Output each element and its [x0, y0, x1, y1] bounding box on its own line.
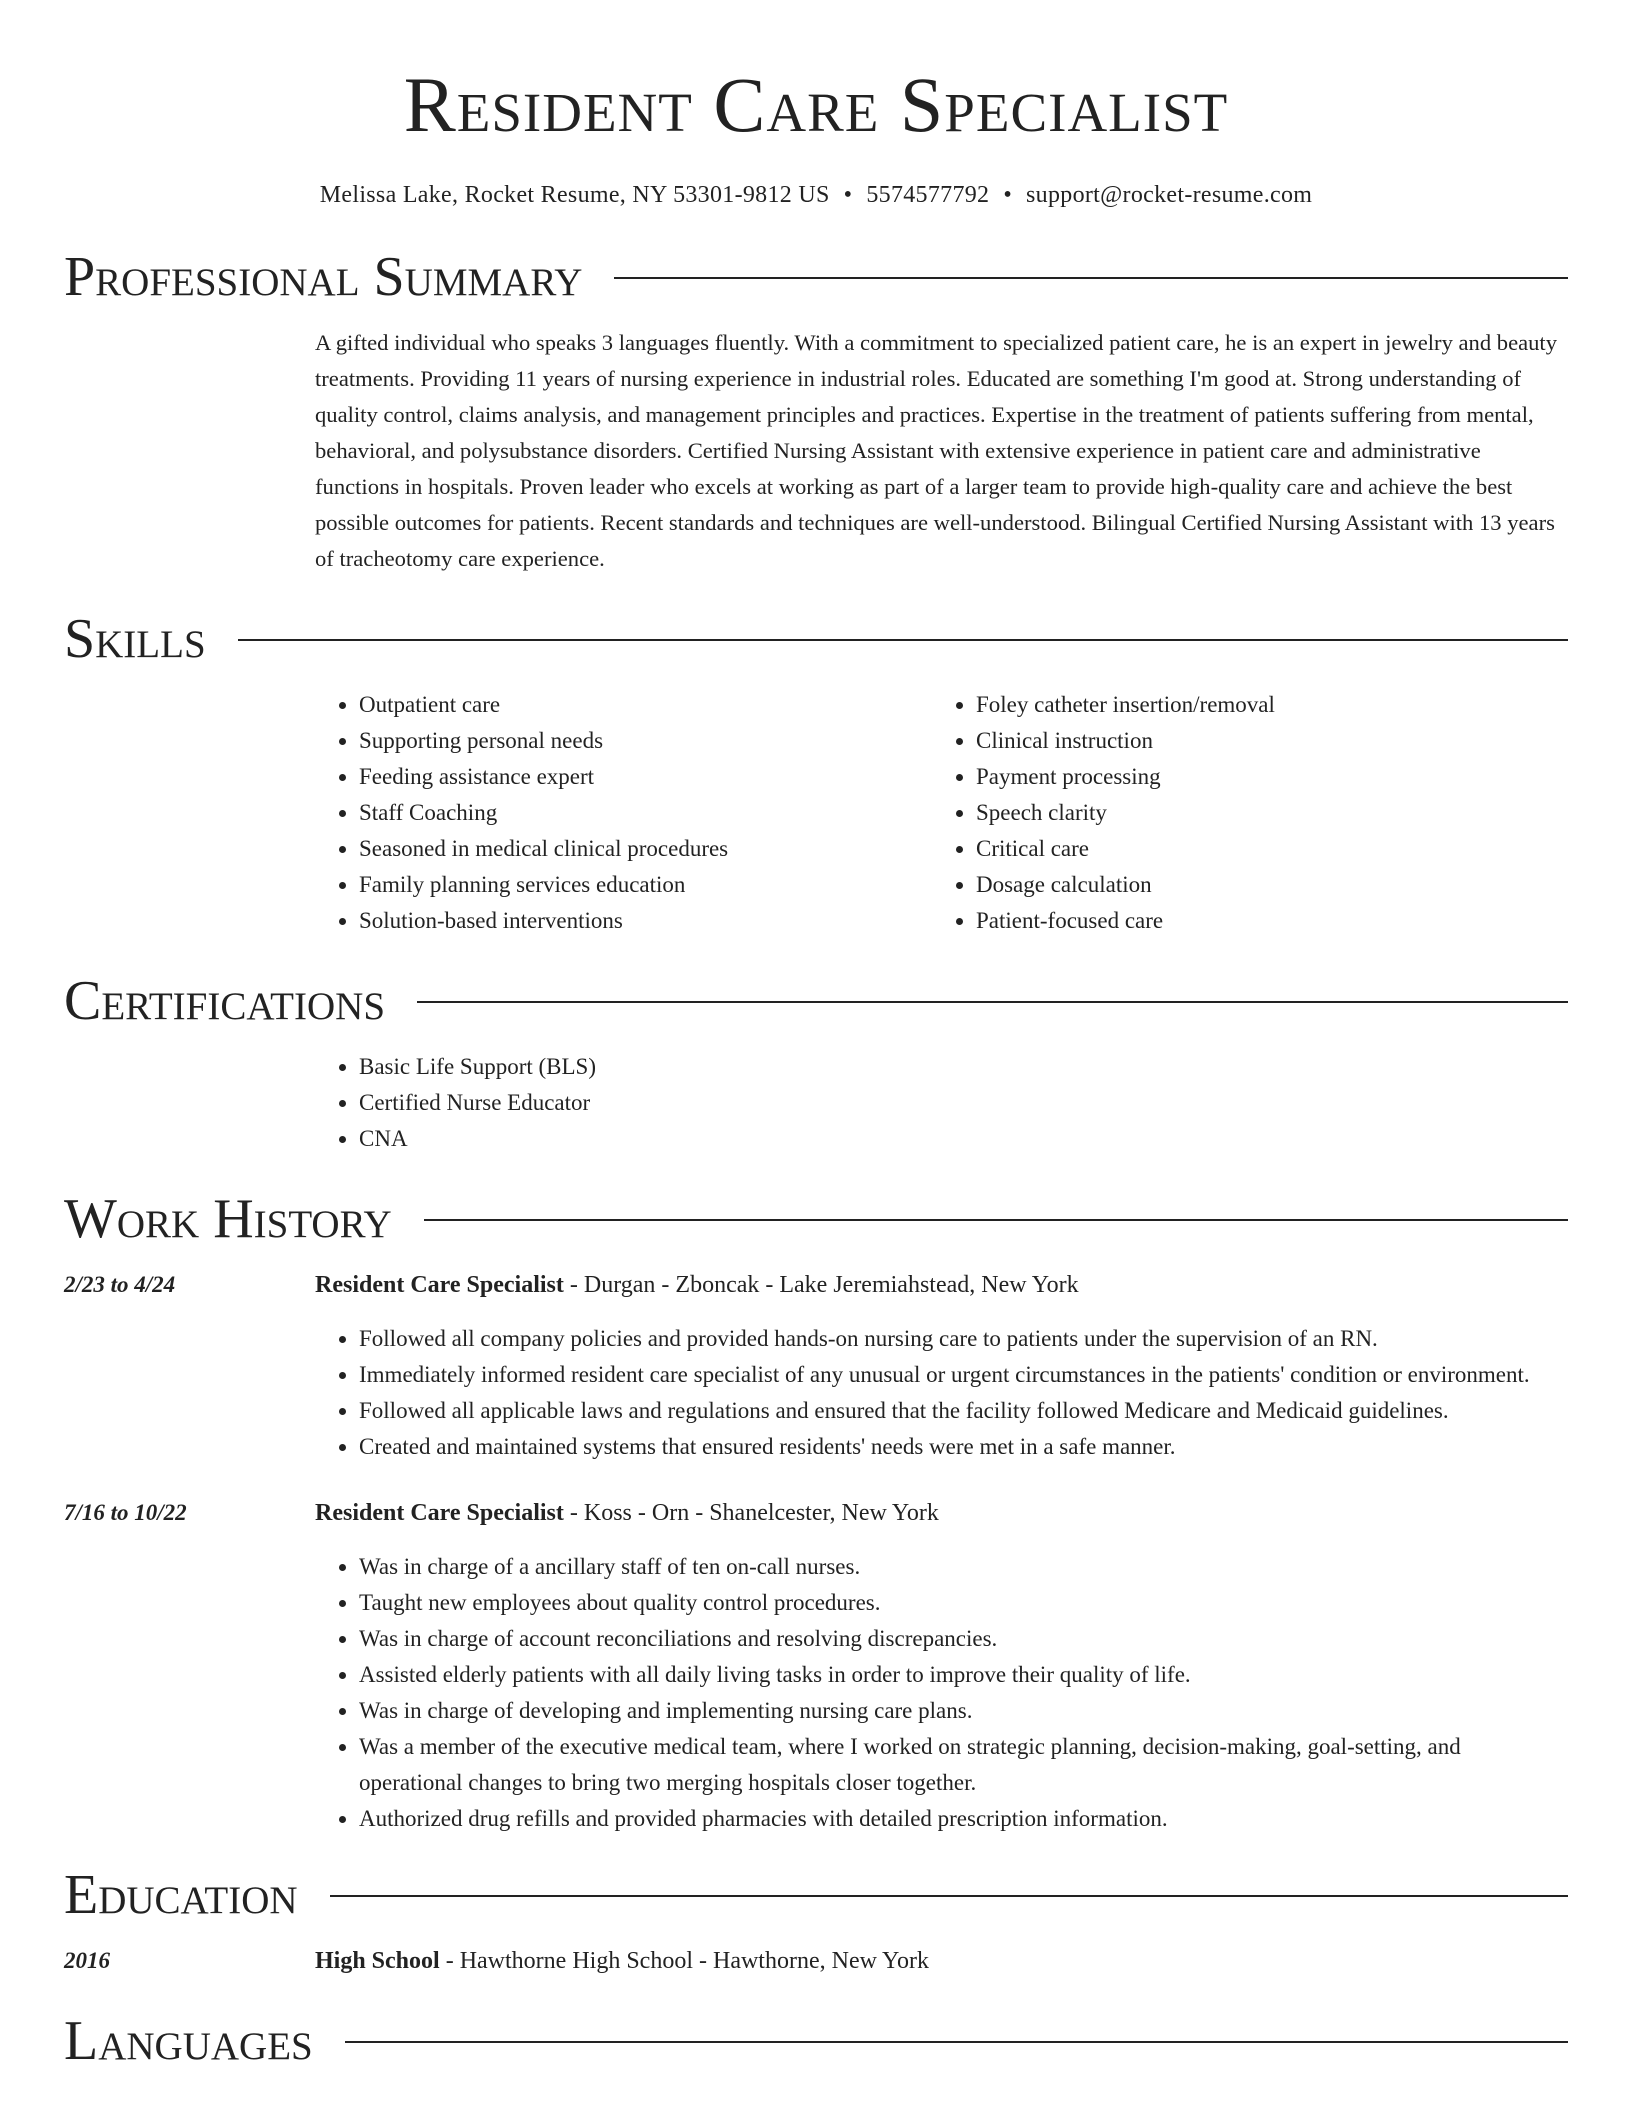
contact-email: support@rocket-resume.com	[1026, 182, 1313, 208]
job-title-line	[315, 1495, 1568, 1531]
section-divider	[345, 2041, 1568, 2043]
skill-item: • Feeding assistance expert	[359, 759, 932, 795]
languages-heading: Languages	[64, 2010, 313, 2072]
skill-item: • Clinical instruction	[976, 723, 1549, 759]
job-employer: - Durgan - Zboncak - Lake Jeremiahstead, New York	[563, 1272, 1079, 1298]
skills-list	[315, 687, 1568, 939]
summary-section-header	[64, 246, 1568, 308]
job-entry	[64, 1267, 1568, 1465]
certifications-section-header	[64, 970, 1568, 1032]
section-divider	[614, 277, 1568, 279]
education-entry	[64, 1943, 1568, 1979]
job-bullet: • Assisted elderly patients with all daily living tasks in order to improve their quality of life.	[359, 1657, 1568, 1693]
skill-item: • Speech clarity	[976, 795, 1549, 831]
education-section-header	[64, 1864, 1568, 1926]
languages-section-header	[64, 2010, 1568, 2072]
skills-column-left	[315, 687, 932, 939]
skill-item: • Seasoned in medical clinical procedures	[359, 831, 932, 867]
skill-item: • Outpatient care	[359, 687, 932, 723]
certification-item: • CNA	[359, 1121, 1568, 1157]
skill-item: • Staff Coaching	[359, 795, 932, 831]
job-employer: - Koss - Orn - Shanelcester, New York	[563, 1500, 939, 1526]
job-bullet: • Was in charge of developing and implementing nursing care plans.	[359, 1693, 1568, 1729]
education-school: - Hawthorne High School - Hawthorne, New York	[439, 1948, 929, 1974]
job-title-line	[315, 1267, 1568, 1303]
education-date: 2016	[64, 1948, 110, 1973]
contact-separator: •	[1003, 182, 1013, 208]
skill-item: • Supporting personal needs	[359, 723, 932, 759]
resume-page	[64, 0, 1568, 2072]
skill-item: • Dosage calculation	[976, 867, 1549, 903]
summary-text: A gifted individual who speaks 3 languages fluently. With a commitment to specialized patient care, he is an expert in jewelry and beauty treatments. Providing 11 years of nursing experience in industrial roles. Educated are something I'm good at. Strong understanding of quality control, claims analysis, and management principles and practices. Expertise in the treatment of patients suffering from mental, behavioral, and polysubstance disorders. Certified Nursing Assistant with extensive experience in patient care and administrative functions in hospitals. Proven leader who excels at working as part of a larger team to provide high-quality care and achieve the best possible outcomes for patients. Recent standards and techniques are well-understood. Bilingual Certified Nursing Assistant with 13 years of tracheotomy care experience.	[315, 330, 1558, 571]
contact-phone: 5574577792	[866, 182, 990, 208]
certifications-list	[315, 1049, 1568, 1157]
skill-item: • Payment processing	[976, 759, 1549, 795]
skill-item: • Solution-based interventions	[359, 903, 932, 939]
work-heading: Work History	[64, 1188, 392, 1250]
skill-item: • Patient-focused care	[976, 903, 1549, 939]
summary-heading: Professional Summary	[64, 246, 583, 308]
job-date: 7/16 to 10/22	[64, 1500, 187, 1525]
job-bullet: • Created and maintained systems that ensured residents' needs were met in a safe manner.	[359, 1429, 1568, 1465]
skills-section-header	[64, 608, 1568, 670]
education-heading: Education	[64, 1864, 298, 1926]
job-date: 2/23 to 4/24	[64, 1272, 176, 1297]
skill-item: • Family planning services education	[359, 867, 932, 903]
section-divider	[417, 1001, 1568, 1003]
job-title: Resident Care Specialist	[315, 1500, 564, 1526]
section-divider	[424, 1219, 1568, 1221]
contact-separator: •	[843, 182, 853, 208]
skills-column-right	[932, 687, 1549, 939]
job-bullet: • Taught new employees about quality control procedures.	[359, 1585, 1568, 1621]
skills-heading: Skills	[64, 608, 206, 670]
job-bullet: • Was a member of the executive medical team, where I worked on strategic planning, decision-making, goal-setting, and operational changes to bring two merging hospitals closer together.	[359, 1729, 1568, 1801]
skill-item: • Foley catheter insertion/removal	[976, 687, 1549, 723]
education-degree: High School	[315, 1948, 440, 1974]
job-bullet: • Was in charge of account reconciliations and resolving discrepancies.	[359, 1621, 1568, 1657]
job-title: Resident Care Specialist	[315, 1272, 564, 1298]
skill-item: • Critical care	[976, 831, 1549, 867]
job-bullet: • Was in charge of a ancillary staff of ten on-call nurses.	[359, 1549, 1568, 1585]
job-detail	[315, 1495, 1568, 1837]
contact-address: Melissa Lake, Rocket Resume, NY 53301-9812 US	[319, 182, 830, 208]
section-divider	[238, 639, 1568, 641]
certification-item: • Certified Nurse Educator	[359, 1085, 1568, 1121]
job-bullet: • Immediately informed resident care specialist of any unusual or urgent circumstances in the patients' condition or environment.	[359, 1357, 1568, 1393]
resume-title: Resident Care Specialist	[403, 61, 1229, 148]
education-detail	[315, 1943, 929, 1979]
certifications-heading: Certifications	[64, 970, 386, 1032]
job-bullet: • Followed all company policies and provided hands-on nursing care to patients under the supervision of an RN.	[359, 1321, 1568, 1357]
contact-line	[64, 182, 1568, 209]
job-bullet: • Authorized drug refills and provided pharmacies with detailed prescription information.	[359, 1801, 1568, 1837]
work-section-header	[64, 1188, 1568, 1250]
job-entry	[64, 1495, 1568, 1837]
section-divider	[330, 1895, 1568, 1897]
job-detail	[315, 1267, 1568, 1465]
certification-item: • Basic Life Support (BLS)	[359, 1049, 1568, 1085]
job-bullet: • Followed all applicable laws and regulations and ensured that the facility followed Medicare and Medicaid guidelines.	[359, 1393, 1568, 1429]
